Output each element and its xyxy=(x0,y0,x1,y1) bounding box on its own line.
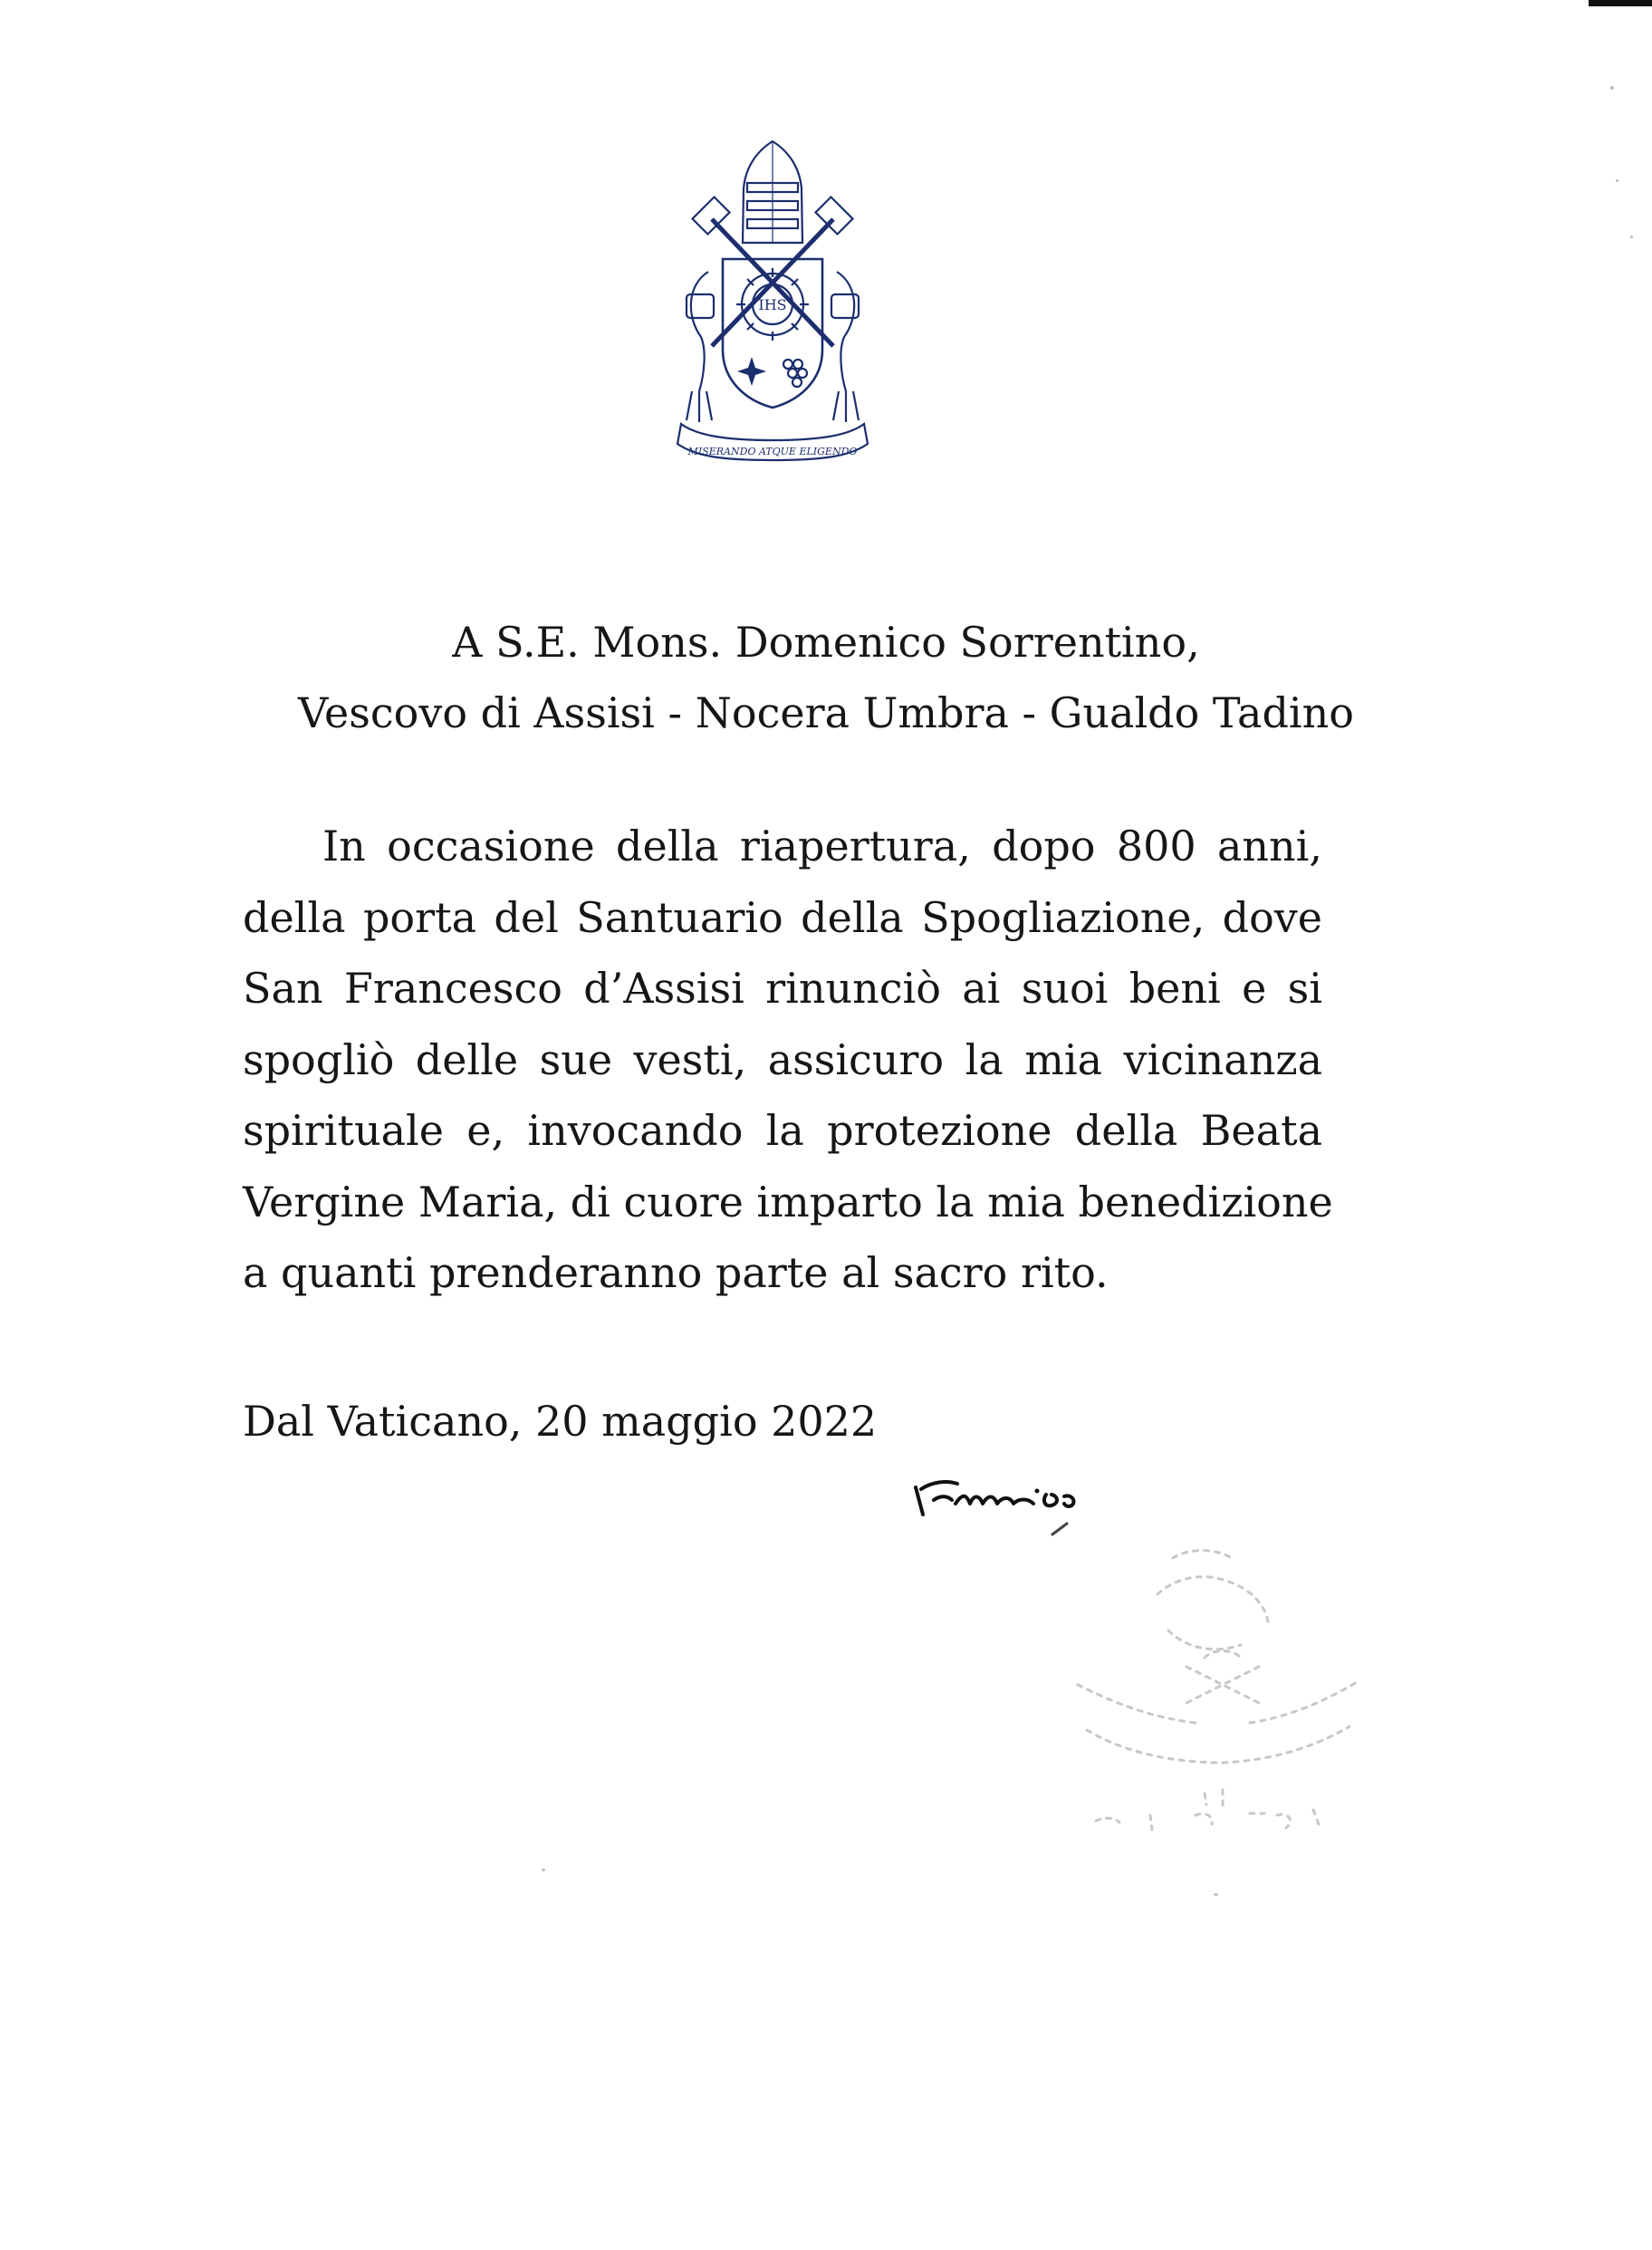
scan-edge-mark xyxy=(1589,0,1652,6)
scan-speck xyxy=(1214,1893,1218,1896)
date-line: Dal Vaticano, 20 maggio 2022 xyxy=(243,1397,878,1446)
scan-speck xyxy=(1610,86,1614,90)
body-line: della porta del Santuario della Spogliazione, dove xyxy=(243,892,1322,942)
body-line: San Francesco d’Assisi rinunciò ai suoi beni e si xyxy=(243,964,1322,1013)
body-line: Vergine Maria, di cuore imparto la mia benedizione xyxy=(243,1177,1333,1226)
addressee-title: Vescovo di Assisi - Nocera Umbra - Gualdo Tadino xyxy=(298,688,1354,737)
body-line: a quanti prenderanno parte al sacro rito. xyxy=(243,1248,1109,1297)
addressee-block xyxy=(0,607,1652,748)
papal-coat-of-arms-icon xyxy=(668,136,877,471)
scan-speck xyxy=(1630,236,1633,238)
svg-text:MISERANDO ATQUE ELIGENDO: MISERANDO ATQUE ELIGENDO xyxy=(687,446,858,457)
embossed-seal-icon xyxy=(1051,1522,1395,1875)
body-line: In occasione della riapertura, dopo 800 anni, xyxy=(322,822,1322,870)
scan-speck xyxy=(542,1869,545,1871)
body-line: spirituale e, invocando la protezione della Beata xyxy=(243,1106,1322,1155)
addressee-name: A S.E. Mons. Domenico Sorrentino, xyxy=(452,618,1200,667)
body-line: spogliò delle sue vesti, assicuro la mia vicinanza xyxy=(243,1034,1322,1084)
svg-text:IHS: IHS xyxy=(758,296,787,313)
scan-speck xyxy=(1616,179,1618,182)
letter-body xyxy=(243,811,1333,1309)
